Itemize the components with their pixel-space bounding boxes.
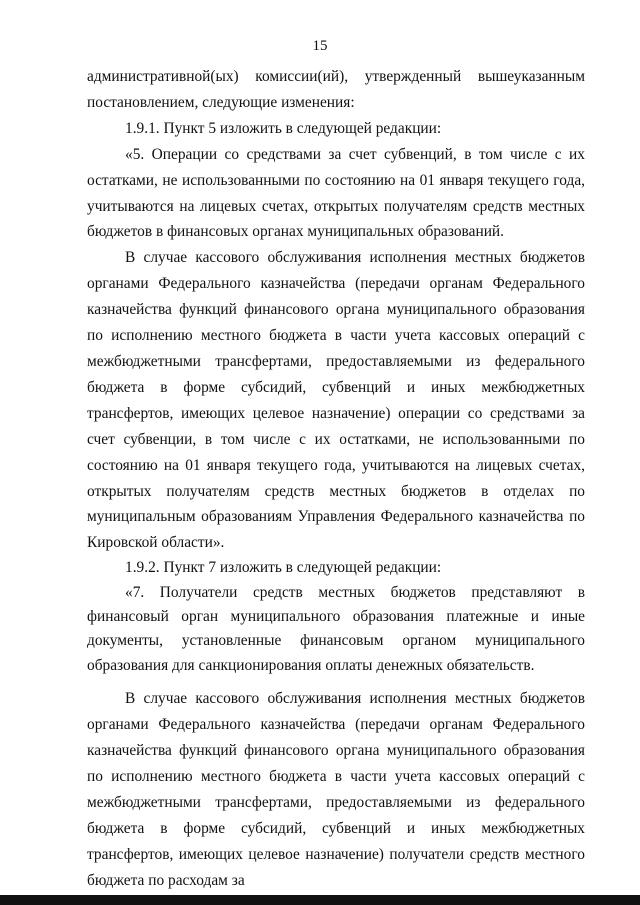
paragraph-point-7-text: «7. Получатели средств местных бюджетов представляют в финансовый орган муниципального образования платежные и иные документы, установленные финансовым органом муниципального образования для санкционирования оплаты денежных обязательств. xyxy=(87,583,585,674)
page-number: 15 xyxy=(312,38,328,54)
paragraph-item-1-9-1-heading: 1.9.1. Пункт 5 изложить в следующей редакции: xyxy=(125,119,442,137)
paragraph-point-5-treasury-case: В случае кассового обслуживания исполнения местных бюджетов органами Федерального казначейства (передачи органам Федерального казначейства функций финансового органа муниципального образования по исполнению местного бюджета в части учета кассовых операций с межбюджетными трансфертами, предоставляемыми из федерального бюджета в форме субсидий, субвенций и иных межбюджетных трансфертов, имеющих целевое назначение) операции со средствами за счет субвенции, в том числе с их остатками, не использованными по состоянию на 01 января текущего года, учитываются на лицевых счетах, открытых получателям средств местных бюджетов в отделах по муниципальным образованиям Управления Федерального казначейства по Кировской области». xyxy=(87,249,585,552)
paragraph-point-5-text: «5. Операции со средствами за счет субвенций, в том числе с их остатками, не использованными по состоянию на 01 января текущего года, учитываются на лицевых счетах, открытых получателям средств местных бюджетов в финансовых органах муниципальных образований. xyxy=(87,145,585,241)
paragraph-intro-continuation: административной(ых) комиссии(ий), утвержденный вышеуказанным постановлением, следующие изменения: xyxy=(87,68,585,111)
paragraph-item-1-9-2-heading: 1.9.2. Пункт 7 изложить в следующей редакции: xyxy=(125,559,442,577)
paragraph-point-7-treasury-case: В случае кассового обслуживания исполнения местных бюджетов органами Федерального казначейства (передачи органам Федерального казначейства функций финансового органа муниципального образования по исполнению местного бюджета в части учета кассовых операций с межбюджетными трансфертами, предоставляемыми из федерального бюджета в форме субсидий, субвенций и иных межбюджетных трансфертов, имеющих целевое назначение) получатели средств местного бюджета по расходам за xyxy=(87,690,585,889)
document-body xyxy=(87,64,585,894)
scan-bottom-border xyxy=(0,895,640,905)
